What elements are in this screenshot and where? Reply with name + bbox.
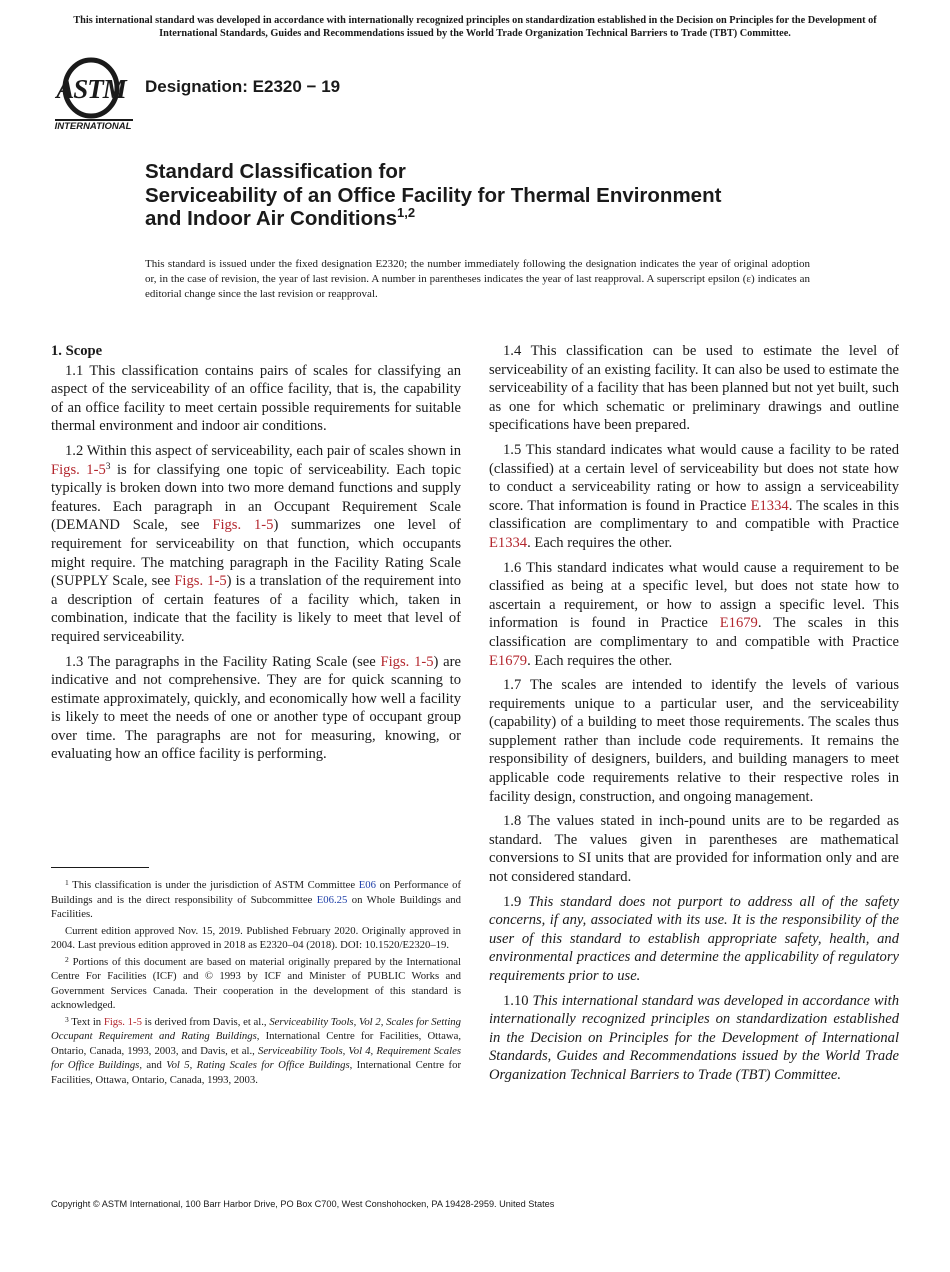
title-line-3-text: and Indoor Air Conditions (145, 207, 398, 230)
text-run: is derived from Davis, et al., (141, 1015, 270, 1028)
paragraph-number: 1.9 (503, 893, 529, 910)
figs-link[interactable]: Figs. 1-5 (103, 1015, 142, 1028)
footnote-3 (51, 1015, 461, 1088)
text-run: 1.6 This standard indicates what would cause a requirement to be classified as being at a specific level, but does not state how to ascertain a requirement, or how to assign a specific level. This information is found in Practice (489, 559, 899, 632)
text-run: 1.3 The paragraphs in the Facility Rating Scale (see (65, 653, 381, 670)
paragraph-1-10 (489, 992, 899, 1085)
footnote-1 (51, 878, 461, 922)
practice-e1334-link[interactable]: E1334 (750, 497, 789, 514)
text-run: , International Centre for Facilities, Ottawa, Ontario, Canada, 1993, 2003, and Davis, et al., (51, 1030, 461, 1057)
footnote-mark: 3 (65, 1014, 69, 1024)
text-run: . The scales in this classification are complimentary to and compatible with Practice (489, 497, 899, 533)
title-line-2: Serviceability of an Office Facility for Thermal Environment (145, 183, 722, 207)
footnote-divider (51, 867, 149, 868)
practice-e1334-link[interactable]: E1334 (489, 534, 528, 551)
document-title (145, 160, 865, 231)
paragraph-1-1: 1.1 This classification contains pairs of scales for classifying an aspect of the serviceability of an office facility, that is, the capability of an office facility to meet certain possible requirements for suitable thermal environment and indoor air conditions. (51, 362, 461, 435)
title-line-3 (145, 207, 865, 231)
text-run: , International Centre for Facilities, Ottawa, Ontario, Canada, 1993, 2003. (51, 1059, 462, 1086)
paragraph-1-5 (489, 441, 899, 553)
paragraph-1-4: 1.4 This classification can be used to estimate the level of serviceability of an existing facility. It can also be used to estimate the serviceability of a facility that has been planned but not yet built, such as one for which schematic or preliminary drawings and outline specifications have been prepared. (489, 343, 899, 434)
text-run: on Whole Buildings and Facilities. (51, 893, 461, 920)
footnote-mark: 2 (65, 954, 69, 964)
footnotes (51, 878, 461, 1089)
safety-caveat-text: This standard does not purport to address all of the safety concerns, if any, associated with its use. It is the responsibility of the user of this standard to establish appropriate safety, health, and environmental practices and determine the applicability of regulatory requirements prior to use. (489, 893, 899, 984)
committee-e06-link[interactable]: E06 (358, 879, 376, 891)
issued-note: This standard is issued under the fixed designation E2320; the number immediately following the designation indicates the year of original adoption or, in the case of revision, the year of last revision. A number in parentheses indicates the year of last reapproval. A superscript epsilon (ε) indicates an editorial change since the last revision or reapproval. (145, 258, 810, 300)
text-run: ) is a translation of the requirement into a description of certain features of a facility which, taken in combination, indicate that the facility is likely to meet that level of required serviceability. (51, 573, 462, 645)
footnote-2 (51, 955, 461, 1013)
paragraph-1-8: 1.8 The values stated in inch-pound units are to be regarded as standard. The values given in parentheses are mathematical conversions to SI units that are provided for information only and are not considered standard. (489, 813, 899, 886)
text-run: 1.5 This standard indicates what would cause a facility to be rated (classified) at a certain level of serviceability but does not state how to conduct a serviceability rating or how to assign a serviceability score. That information is found in Practice (489, 441, 899, 514)
copyright-line: Copyright © ASTM International, 100 Barr Harbor Drive, PO Box C700, West Conshohocken, PA 19428-2959. United States (51, 1199, 555, 1209)
text-run: on Performance of Buildings and is the direct responsibility of Subcommittee (51, 879, 462, 906)
citation-title: Vol 5, Rating Scales for Office Buildings (166, 1059, 350, 1071)
text-run: Portions of this document are based on material originally prepared by the International Centre For Facilities (ICF) and © 1993 by ICF and Minister of PUBLIC Works and Government Services Canada. Their cooperation in the development of this standard is acknowledged. (51, 955, 461, 1011)
paragraph-1-3 (51, 653, 461, 765)
wto-statement-text: This international standard was developed in accordance with internationally recognized principles on standardization established in the Decision on Principles for the Development of International Standards, Guides and Recommendations issued by the World Trade Organization Technical Barriers to Trade (TBT) Committee. (489, 992, 900, 1083)
text-run: ) are indicative and not comprehensive. They are for quick scanning to estimate approximately, quickly, and economically how well a facility is likely to meet the needs of one or another type of occupant group over time. The paragraphs are not for measuring, knowing, or evaluating how an office facility is performing. (51, 653, 461, 763)
text-run: Text in (68, 1015, 104, 1028)
practice-e1679-link[interactable]: E1679 (719, 615, 758, 632)
text-run: . Each requires the other. (527, 652, 673, 669)
paragraph-1-6 (489, 559, 899, 671)
text-run: is for classifying one topic of serviceability. Each topic typically is broken down into two more demand functions and supply features. Each paragraph in an Occupant Requirement Scale (DEMAND Scale, see (51, 461, 461, 534)
citation-title: Serviceability Tools, Vol 2, Scales for Setting Occupant Requirement and Rating Buildings (51, 1015, 461, 1042)
paragraph-number: 1.10 (503, 992, 533, 1009)
practice-e1679-link[interactable]: E1679 (489, 652, 528, 669)
paragraph-1-9 (489, 893, 899, 986)
subcommittee-e06-25-link[interactable]: E06.25 (316, 893, 348, 906)
figs-link[interactable]: Figs. 1-5 (380, 653, 434, 670)
top-notice: This international standard was developed in accordance with internationally recognized principles on standardization established in the Decision on Principles for the Development of International Standards, Guides and Recommendations issued by the World Trade Organization Technical Barriers to Trade (TBT) Committee. (73, 15, 877, 39)
paragraph-1-7: 1.7 The scales are intended to identify the levels of various requirements unique to a particular user, and the serviceability (capability) of a building to meet those requirements. The scales thus supplement rather than include code requirements. It remains the responsibility of designers, builders, and building managers to meet applicable code requirements relative to their respective roles in facility design, construction, and ongoing management. (489, 677, 899, 805)
designation: Designation: E2320 − 19 (145, 77, 341, 96)
right-column (489, 342, 899, 1091)
text-run: 1.2 Within this aspect of serviceability, each pair of scales shown in (65, 442, 461, 459)
logo-label: INTERNATIONAL (54, 121, 132, 132)
left-column (51, 342, 461, 770)
footnote-mark: 1 (65, 878, 69, 887)
text-run: . The scales in this classification are complimentary to and compatible with Practice (489, 615, 899, 650)
figs-link[interactable]: Figs. 1-5 (212, 517, 274, 534)
title-line-1: Standard Classification for (145, 160, 406, 183)
text-run: ) summarizes one level of requirement for serviceability on that function, which occupants might require. The matching paragraph in the Facility Rating Scale (SUPPLY Scale, see (51, 517, 461, 590)
title-footnote-ref: 1,2 (397, 205, 416, 220)
astm-international-logo (53, 57, 135, 133)
figs-link[interactable]: Figs. 1-5 (174, 573, 227, 590)
section-heading-scope: 1. Scope (51, 343, 103, 359)
paragraph-1-2 (51, 442, 461, 647)
footnote-1-edition: Current edition approved Nov. 15, 2019. Published February 2020. Originally approved in 2004. Last previous edition approved in 2018 as E2320–04 (2018). DOI: 10.1520/E2320–19. (51, 924, 461, 951)
figs-link[interactable]: Figs. 1-5 (51, 461, 106, 478)
text-run: . Each requires the other. (527, 534, 673, 551)
logo-letters: ASTM (56, 74, 126, 104)
text-run: This classification is under the jurisdiction of ASTM Committee (68, 879, 359, 891)
footnote-ref-3[interactable]: 3 (105, 461, 111, 472)
citation-title: Serviceability Tools, Vol 4, Requirement Scales for Office Buildings, (51, 1044, 461, 1071)
text-run: and (142, 1059, 167, 1071)
